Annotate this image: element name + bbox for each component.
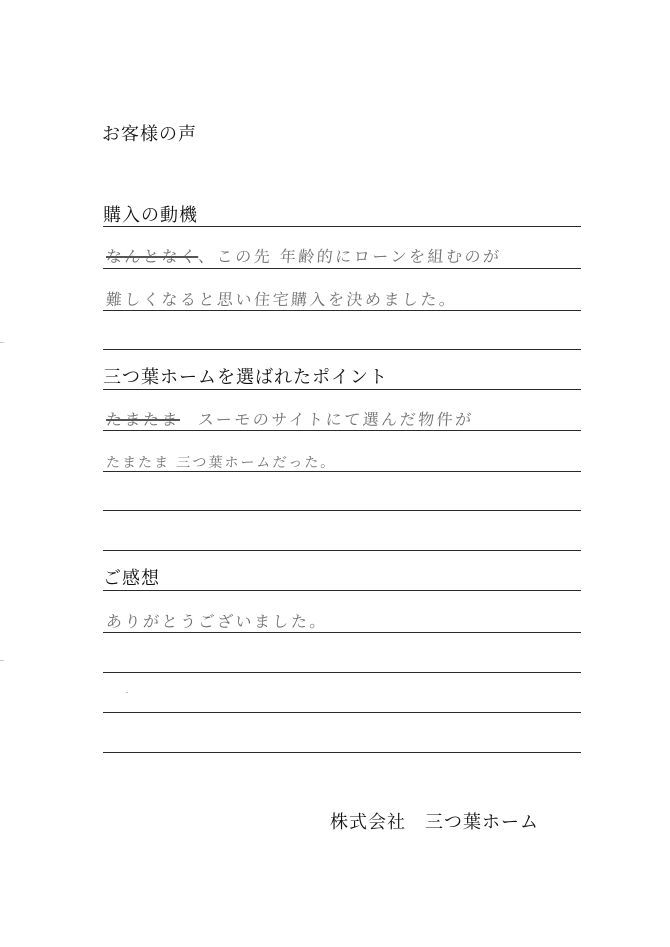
scan-margin-mark [0, 660, 4, 661]
ruled-line [103, 550, 581, 551]
handwritten-answer-line [105, 247, 502, 267]
ruled-line [103, 349, 581, 350]
handwritten-answer-line [105, 612, 328, 632]
ruled-line [103, 226, 581, 227]
company-name: 株式会社 三つ葉ホーム [330, 812, 539, 833]
ruled-line [103, 752, 581, 753]
handwritten-text: 難しくなると思い住宅購入を決めました。 [105, 290, 459, 309]
ruled-line [103, 310, 581, 311]
ruled-line [103, 672, 581, 673]
handwritten-text: 、この先 年齢的にローンを組むのが [197, 247, 503, 266]
scan-margin-mark [0, 342, 4, 343]
handwritten-text: ありがとうございました。 [105, 612, 329, 631]
handwritten-answer-line [105, 410, 474, 430]
ruled-line [103, 632, 581, 633]
handwritten-answer-line [105, 290, 458, 310]
ruled-line [103, 430, 581, 431]
section-heading-motive: 購入の動機 [103, 205, 198, 226]
handwritten-text: スーモのサイトにて選んだ物件が [197, 410, 475, 429]
ruled-line [103, 389, 581, 390]
struck-out-text: たまたま [105, 410, 181, 429]
ruled-line [103, 471, 581, 472]
struck-out-text: なんとなく [105, 247, 199, 266]
scan-speck [126, 692, 128, 693]
ruled-line [103, 510, 581, 511]
page-title: お客様の声 [102, 124, 197, 145]
ruled-line [103, 712, 581, 713]
ruled-line [103, 268, 581, 269]
section-heading-impression: ご感想 [103, 568, 160, 589]
ruled-line [103, 590, 581, 591]
section-heading-point: 三つ葉ホームを選ばれたポイント [103, 367, 388, 388]
handwritten-answer-line [105, 453, 337, 473]
handwritten-text: たまたま 三つ葉ホームだった。 [105, 455, 338, 471]
